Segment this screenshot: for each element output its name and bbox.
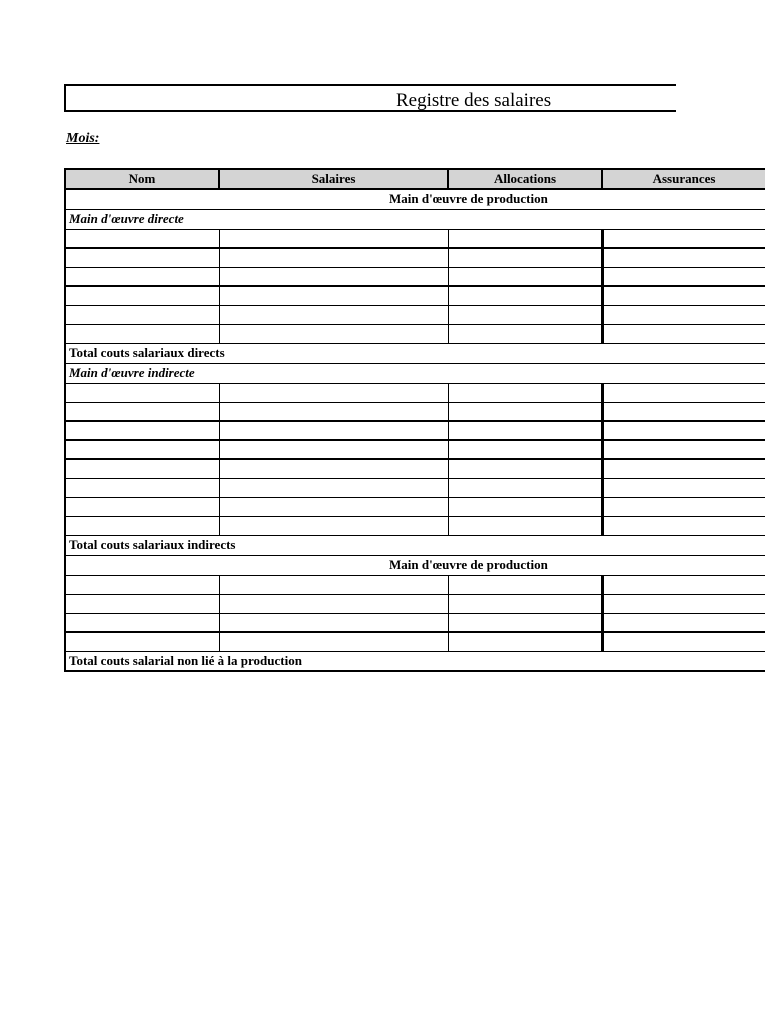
section-row-non-production <box>65 555 765 575</box>
cell-assurances[interactable] <box>602 613 765 632</box>
cell-salaires[interactable] <box>219 267 448 286</box>
column-header-assurances[interactable]: Assurances <box>602 169 765 189</box>
cell-assurances[interactable] <box>602 286 765 305</box>
cell-assurances[interactable] <box>602 267 765 286</box>
table-row <box>65 594 765 613</box>
subsection-row-indirect <box>65 363 765 383</box>
cell-salaires[interactable] <box>219 497 448 516</box>
cell-salaires[interactable] <box>219 229 448 248</box>
cell-nom[interactable] <box>65 516 219 535</box>
cell-nom[interactable] <box>65 383 219 402</box>
cell-allocations[interactable] <box>448 248 602 267</box>
table-row <box>65 248 765 267</box>
cell-nom[interactable] <box>65 248 219 267</box>
cell-salaires[interactable] <box>219 575 448 594</box>
cell-nom[interactable] <box>65 575 219 594</box>
cell-nom[interactable] <box>65 421 219 440</box>
cell-assurances[interactable] <box>602 575 765 594</box>
cell-salaires[interactable] <box>219 459 448 478</box>
cell-allocations[interactable] <box>448 324 602 343</box>
cell-assurances[interactable] <box>602 324 765 343</box>
cell-allocations[interactable] <box>448 575 602 594</box>
cell-salaires[interactable] <box>219 594 448 613</box>
payroll-table-viewport <box>64 168 716 676</box>
cell-allocations[interactable] <box>448 402 602 421</box>
table-row <box>65 383 765 402</box>
payroll-table <box>64 168 765 672</box>
cell-salaires[interactable] <box>219 632 448 651</box>
table-header-row <box>65 169 765 189</box>
cell-assurances[interactable] <box>602 516 765 535</box>
table-row <box>65 613 765 632</box>
cell-allocations[interactable] <box>448 594 602 613</box>
cell-salaires[interactable] <box>219 613 448 632</box>
cell-salaires[interactable] <box>219 440 448 459</box>
column-header-nom[interactable]: Nom <box>65 169 219 189</box>
table-row <box>65 324 765 343</box>
subsection-title-direct[interactable]: Main d'œuvre directe <box>65 209 765 229</box>
cell-assurances[interactable] <box>602 594 765 613</box>
cell-allocations[interactable] <box>448 421 602 440</box>
total-label-non-production[interactable]: Total couts salarial non lié à la production <box>65 651 765 671</box>
cell-allocations[interactable] <box>448 497 602 516</box>
page-title: Registre des salaires <box>396 90 552 111</box>
total-label-direct[interactable]: Total couts salariaux directs <box>65 343 765 363</box>
cell-allocations[interactable] <box>448 613 602 632</box>
cell-nom[interactable] <box>65 632 219 651</box>
cell-assurances[interactable] <box>602 459 765 478</box>
cell-salaires[interactable] <box>219 383 448 402</box>
table-row <box>65 267 765 286</box>
table-row <box>65 229 765 248</box>
cell-assurances[interactable] <box>602 305 765 324</box>
cell-salaires[interactable] <box>219 305 448 324</box>
cell-assurances[interactable] <box>602 248 765 267</box>
cell-allocations[interactable] <box>448 286 602 305</box>
cell-nom[interactable] <box>65 478 219 497</box>
table-row <box>65 632 765 651</box>
title-box <box>64 84 676 112</box>
cell-assurances[interactable] <box>602 497 765 516</box>
table-row <box>65 575 765 594</box>
table-row <box>65 516 765 535</box>
table-row <box>65 402 765 421</box>
subsection-row-direct <box>65 209 765 229</box>
cell-allocations[interactable] <box>448 459 602 478</box>
section-title-non-production[interactable]: Main d'œuvre de production <box>65 555 765 575</box>
cell-salaires[interactable] <box>219 402 448 421</box>
cell-nom[interactable] <box>65 497 219 516</box>
cell-allocations[interactable] <box>448 305 602 324</box>
cell-assurances[interactable] <box>602 440 765 459</box>
cell-salaires[interactable] <box>219 478 448 497</box>
cell-assurances[interactable] <box>602 383 765 402</box>
table-row <box>65 286 765 305</box>
table-row <box>65 440 765 459</box>
cell-allocations[interactable] <box>448 383 602 402</box>
cell-nom[interactable] <box>65 229 219 248</box>
table-row <box>65 421 765 440</box>
cell-salaires[interactable] <box>219 324 448 343</box>
cell-assurances[interactable] <box>602 478 765 497</box>
cell-assurances[interactable] <box>602 421 765 440</box>
table-row <box>65 497 765 516</box>
cell-nom[interactable] <box>65 286 219 305</box>
cell-nom[interactable] <box>65 324 219 343</box>
total-row-indirect <box>65 535 765 555</box>
cell-nom[interactable] <box>65 305 219 324</box>
cell-salaires[interactable] <box>219 248 448 267</box>
cell-allocations[interactable] <box>448 516 602 535</box>
section-row-production <box>65 189 765 209</box>
table-row <box>65 459 765 478</box>
cell-allocations[interactable] <box>448 229 602 248</box>
total-label-indirect[interactable]: Total couts salariaux indirects <box>65 535 765 555</box>
cell-assurances[interactable] <box>602 229 765 248</box>
cell-assurances[interactable] <box>602 402 765 421</box>
cell-nom[interactable] <box>65 440 219 459</box>
table-row <box>65 478 765 497</box>
cell-salaires[interactable] <box>219 516 448 535</box>
cell-assurances[interactable] <box>602 632 765 651</box>
cell-nom[interactable] <box>65 594 219 613</box>
cell-allocations[interactable] <box>448 440 602 459</box>
column-header-allocations[interactable]: Allocations <box>448 169 602 189</box>
subsection-title-indirect[interactable]: Main d'œuvre indirecte <box>65 363 765 383</box>
month-label: Mois: <box>66 131 100 146</box>
cell-nom[interactable] <box>65 613 219 632</box>
cell-nom[interactable] <box>65 402 219 421</box>
table-row <box>65 305 765 324</box>
cell-allocations[interactable] <box>448 478 602 497</box>
cell-salaires[interactable] <box>219 286 448 305</box>
section-title-production[interactable]: Main d'œuvre de production <box>65 189 765 209</box>
cell-allocations[interactable] <box>448 632 602 651</box>
cell-nom[interactable] <box>65 267 219 286</box>
column-header-salaires[interactable]: Salaires <box>219 169 448 189</box>
cell-nom[interactable] <box>65 459 219 478</box>
total-row-direct <box>65 343 765 363</box>
cell-salaires[interactable] <box>219 421 448 440</box>
cell-allocations[interactable] <box>448 267 602 286</box>
total-row-non-production <box>65 651 765 671</box>
